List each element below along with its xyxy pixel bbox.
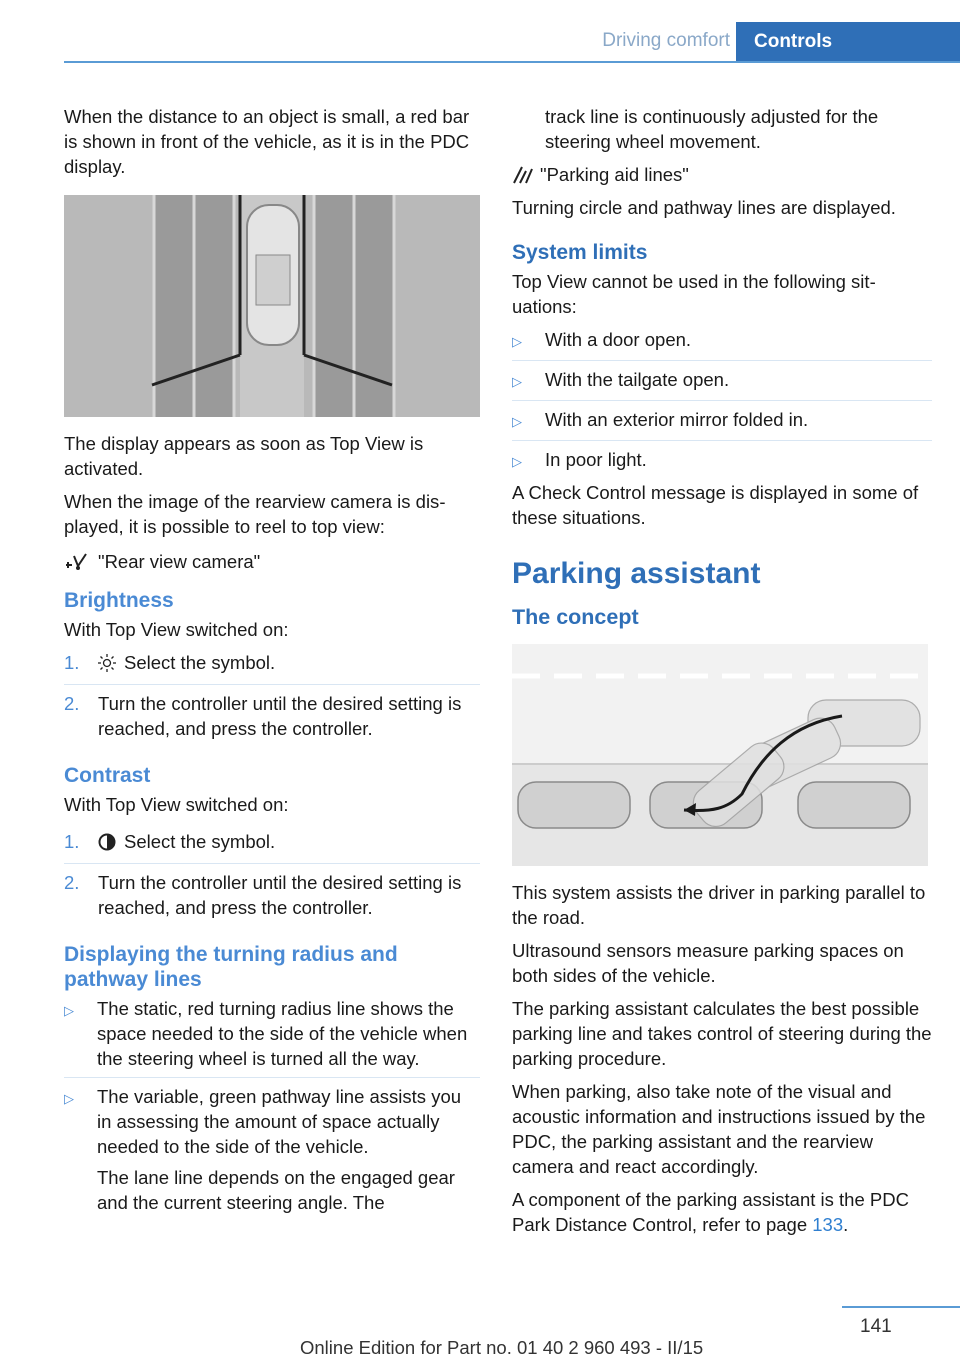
track-line-paragraph: track line is continuously adjusted for the steering wheel movement. xyxy=(545,106,879,152)
step-number: 2. xyxy=(64,693,80,714)
paragraph-text: A component of the parking assistant is the PDC Park Distance Control, refer to page xyxy=(512,1189,909,1235)
left-column xyxy=(64,104,480,1223)
rear-view-camera-line xyxy=(64,549,480,574)
triangle-right-icon: ▷ xyxy=(512,374,522,389)
triangle-right-icon: ▷ xyxy=(512,414,522,429)
parking-assistant-heading: Parking assistant xyxy=(512,557,761,590)
step-number: 1. xyxy=(64,652,80,673)
header-chapter-tab: Controls xyxy=(736,22,960,62)
parking-aid-lines-line xyxy=(512,162,932,187)
bullet-text: The static, red turning radius line shows the space needed to the side of the vehicle when the steering wheel is turned all the way. xyxy=(97,998,468,1069)
brightness-step-2 xyxy=(64,691,480,741)
system-limits-intro: Top View cannot be used in the following situations: xyxy=(512,271,876,317)
concept-paragraph-3: The parking assistant calculates the best possible parking line and takes control of steering during the parking procedure. xyxy=(512,998,932,1069)
step-text: Select the symbol. xyxy=(124,652,276,673)
intro-paragraph: When the distance to an object is small, a red bar is shown in front of the vehicle, as it is in the PDC display. xyxy=(64,106,470,177)
rear-view-camera-label: "Rear view camera" xyxy=(98,551,261,572)
footer-rule xyxy=(842,1306,960,1308)
check-control-paragraph: A Check Control message is displayed in some of these situations. xyxy=(512,482,919,528)
contrast-intro: With Top View switched on: xyxy=(64,794,289,815)
right-column xyxy=(512,104,932,1245)
triangle-right-icon: ▷ xyxy=(512,334,522,349)
header-section: Driving comfort xyxy=(602,30,730,51)
turning-heading: Displaying the turning radius and pathway lines xyxy=(64,943,398,991)
concept-paragraph-5 xyxy=(512,1187,932,1237)
parking-aid-lines-icon xyxy=(512,165,540,185)
brightness-heading: Brightness xyxy=(64,589,174,612)
top-view-figure xyxy=(64,195,480,417)
limit-bullet-4 xyxy=(512,447,932,474)
limit-bullet-1 xyxy=(512,327,932,354)
contrast-step-1 xyxy=(64,829,480,857)
triangle-right-icon: ▷ xyxy=(64,1003,74,1018)
brightness-step-1 xyxy=(64,650,480,678)
page-number: 141 xyxy=(860,1316,892,1337)
turning-circle-paragraph: Turning circle and pathway lines are displayed. xyxy=(512,197,896,218)
page-reference-link[interactable]: 133 xyxy=(812,1214,844,1235)
sun-icon xyxy=(98,653,116,678)
concept-paragraph-1: This system assists the driver in parking parallel to the road. xyxy=(512,882,926,928)
bullet-text: With a door open. xyxy=(545,329,692,350)
concept-heading: The concept xyxy=(512,605,639,629)
step-number: 1. xyxy=(64,831,80,852)
bullet-text: With an exterior mirror folded in. xyxy=(545,409,809,430)
lane-line-paragraph: The lane line depends on the engaged gear and the current steering angle. The xyxy=(97,1167,455,1213)
triangle-right-icon: ▷ xyxy=(64,1091,74,1106)
step-number: 2. xyxy=(64,872,80,893)
contrast-step-2 xyxy=(64,870,480,920)
limit-bullet-2 xyxy=(512,367,932,394)
header-rule xyxy=(64,61,960,63)
turning-bullet-1 xyxy=(64,996,480,1071)
contrast-icon xyxy=(98,832,116,857)
triangle-right-icon: ▷ xyxy=(512,454,522,469)
contrast-heading: Contrast xyxy=(64,764,151,787)
turning-bullet-2 xyxy=(64,1084,480,1159)
display-appears-paragraph: The display appears as soon as Top View is activated. xyxy=(64,433,424,479)
footer-edition: Online Edition for Part no. 01 40 2 960 493 - II/15 xyxy=(300,1337,704,1358)
step-text: Turn the controller until the desired setting is reached, and press the controller. xyxy=(98,693,462,739)
parking-concept-figure xyxy=(512,644,928,866)
rearview-paragraph: When the image of the rearview camera is displayed, it is possible to reel to top view: xyxy=(64,491,446,537)
parking-aid-lines-label: "Parking aid lines" xyxy=(540,164,689,185)
concept-paragraph-2: Ultrasound sensors measure parking spaces on both sides of the vehicle. xyxy=(512,940,904,986)
bullet-text: The variable, green pathway line assists you in assessing the amount of space actually needed to the side of the vehicle. xyxy=(97,1086,462,1157)
step-text: Turn the controller until the desired setting is reached, and press the controller. xyxy=(98,872,462,918)
bullet-text: In poor light. xyxy=(545,449,647,470)
rear-view-camera-icon xyxy=(64,552,98,572)
paragraph-end: . xyxy=(843,1214,849,1235)
step-text: Select the symbol. xyxy=(124,831,276,852)
brightness-intro: With Top View switched on: xyxy=(64,619,289,640)
bullet-text: With the tailgate open. xyxy=(545,369,730,390)
limit-bullet-3 xyxy=(512,407,932,434)
system-limits-heading: System limits xyxy=(512,241,648,264)
concept-paragraph-4: When parking, also take note of the visual and acoustic information and instructions issued by the PDC, the parking assistant and the rearview camera and react accordingly. xyxy=(512,1081,926,1177)
